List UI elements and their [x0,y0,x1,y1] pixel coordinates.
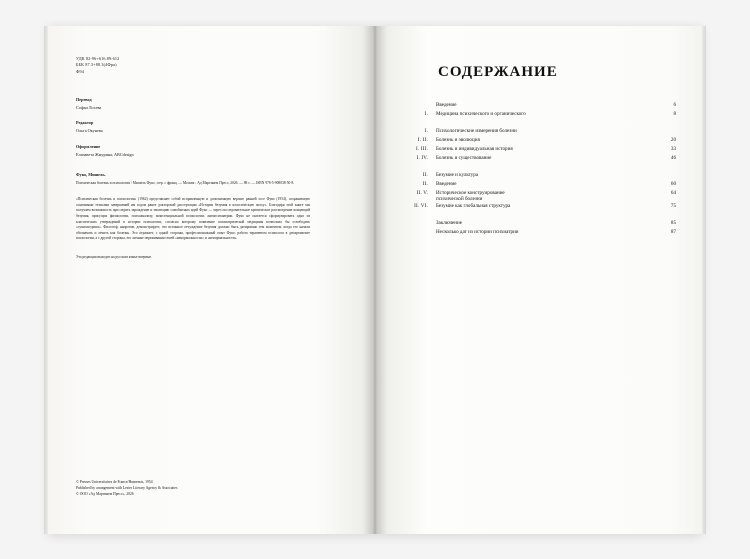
toc-label-line-2: психической болезни [436,196,483,203]
toc-page-number: 20 [670,137,676,143]
toc-entry-chronology [398,229,676,238]
credit-editor [76,120,310,135]
toc-number: I. III. [415,146,428,152]
bibliography-description: Психическая болезнь и психология / Мишель Фуко ; пер. с франц. — Москва : Ад Маргинем Пресс, 2026. — 88 с. — ISBN 978-5-908038-50-8. [76,180,295,185]
toc-number: I. [424,111,428,117]
credit-role-label: Редактор [76,120,94,126]
toc-entry-chapter-5 [398,190,676,203]
toc-entry-part-2-introduction [398,181,676,190]
toc-page-number: 33 [670,146,676,152]
bibliography-author: Фуко, Мишель. [76,172,106,178]
toc-entry-chapter-4 [398,155,676,164]
toc-label: Медицина психического и органического [436,111,526,117]
credit-role-label: Оформление [76,143,101,149]
toc-label: Болезнь и существование [436,155,492,161]
bbk-code: ББК 87.3+88.3(4Фра) [76,62,117,68]
toc-number: II. V. [416,190,428,196]
toc-label: Психологические измерения болезни [436,128,517,134]
toc-entry-introduction [398,102,676,111]
credit-design [76,144,310,159]
toc-entry-chapter-2 [398,137,676,146]
toc-entry-part-2 [398,172,676,181]
left-page-edge [44,26,48,534]
edition-note: Эта редакция выходит на русском языке впервые. [76,254,152,259]
udk-code: УДК 82-96+616.89:612 [76,56,120,61]
book-annotation: «Психическая болезнь и психология» (1962) представляет собой исправленную и дополненную версию ранней эссе Фуко (1954), сохранившую основными тезисами завершений им годом ранее докторской диссертации «История безумия в классическую эпоху». Благодаря этой книге мы получаем возможность проследить зарождение и эволюцию самобытных идей Фуко — через последовательное критическое рассмотрение концепций безумия, присущих физиологии, психоанализу, экзистенциальной психологии, антипсихиатрии. Фуко не пытается сформулировать одно из классических утверждений в истории психологии, согласно которому появление психиатрической медицины позволило бы освободить «сумасшедших». Философ, напротив, демонстрирует, что истинное отчуждение безумия должно быть датировано тем моментом, когда его начали обозначать и лечить как болезнь. Это отражает, с одной стороны, профессиональный опыт Фуко: работа терапевтом психолога в департаменте психологии, а с другой стороны, его личные переживания своей «ненормальности» и «неиормальности». [76,197,310,241]
toc-number: I. [424,128,428,134]
credit-translator [76,97,310,112]
credit-name-value: Елизавета Жмурина, ABCdesign [76,151,134,157]
copyright-line-publisher: © ООО «Ад Маргинем Пресс», 2026 [76,492,134,497]
toc-entry-conclusion [398,220,676,229]
copyright-page-content [76,56,310,260]
toc-number: I. IV. [416,155,428,161]
toc-page-number: 85 [670,219,676,226]
toc-page-number: 60 [670,181,676,187]
table-of-contents [398,102,676,238]
toc-label: Введение [436,102,457,108]
credit-role-label: Перевод [76,96,92,102]
copyright-line-original: © Presses Universitaires de France/Нumensis, 1954 [76,480,153,485]
toc-page-number: 8 [673,111,676,117]
credit-name-value: Софьи Лосева [76,104,102,110]
toc-entry-chapter-6 [398,203,676,212]
toc-page-number: 6 [673,102,676,108]
toc-label: Несколько дат из истории психиатрии [436,228,519,235]
toc-page-number: 46 [670,155,676,161]
toc-page-number: 75 [670,202,676,209]
toc-number: II. [422,172,428,178]
shelf-code: Ф94 [76,68,84,74]
toc-number: II. VI. [414,202,428,209]
toc-label: Заключение [436,219,462,226]
toc-entry-chapter-3 [398,146,676,155]
copyright-line-arrangement: Published by arrangement with Lester Literary Agency & Associates [76,486,178,491]
credit-name-value: Ольга Окунева [76,128,103,134]
toc-label [436,190,654,203]
toc-entry-part-1 [398,128,676,137]
bibliographic-record [76,172,310,186]
toc-label: Безумие как глобальная структура [436,202,511,209]
library-codes [76,56,310,75]
toc-label-line-1: Историческое конструирование [436,190,505,196]
page-title: СОДЕРЖАНИЕ [438,64,558,80]
toc-label: Болезнь и эволюция [436,137,480,143]
right-page-edge [702,26,706,534]
book-spread [48,26,702,534]
toc-label: Безумие и культура [436,172,479,178]
toc-label: Болезнь и индивидуальная история [436,146,513,152]
copyright-footer [76,480,316,498]
toc-entry-chapter-1 [398,111,676,120]
toc-page-number: 87 [670,228,676,235]
left-page [48,26,375,534]
right-page [375,26,702,534]
toc-number: I. II. [417,137,428,143]
toc-page-number: 64 [670,190,676,196]
toc-label: Введение [436,181,457,187]
toc-number: II. [422,181,428,187]
